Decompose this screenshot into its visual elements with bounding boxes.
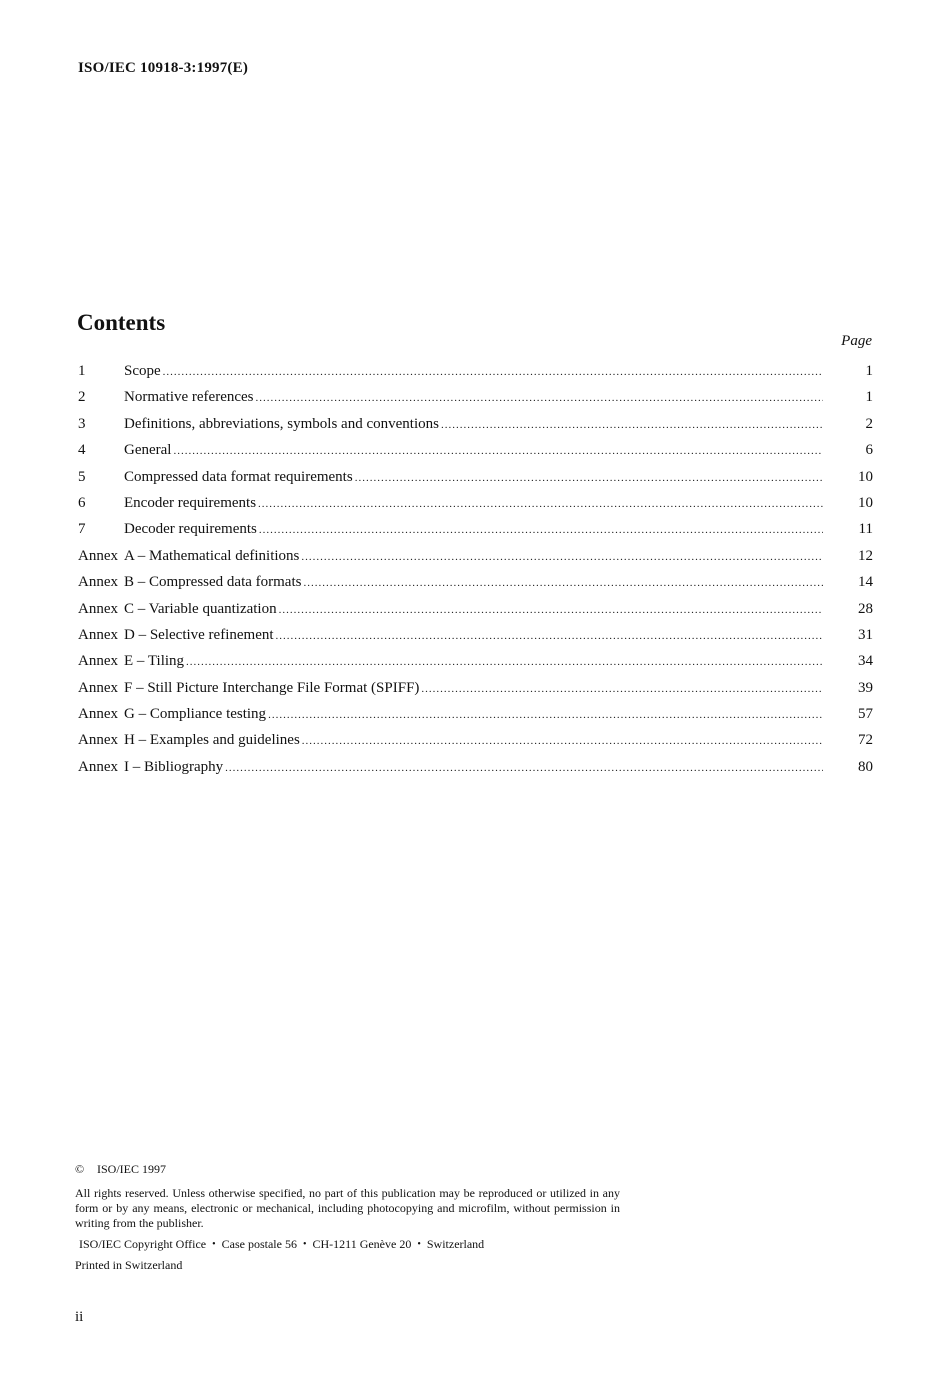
dot-leader	[302, 735, 823, 747]
contents-title: Contents	[77, 310, 166, 335]
dot-leader	[163, 366, 823, 378]
dot-leader	[186, 656, 823, 668]
toc-page-number: 6	[865, 442, 873, 459]
dot-leader	[441, 419, 823, 431]
toc-clause-number: 4	[78, 442, 86, 459]
dot-leader	[303, 577, 823, 589]
table-of-contents	[78, 363, 873, 785]
copyright-office-address	[79, 1237, 620, 1252]
toc-entry[interactable]	[78, 469, 873, 495]
toc-page-number: 10	[858, 494, 873, 511]
document-identifier: ISO/IEC 10918-3:1997(E)	[78, 60, 249, 76]
toc-page-number: 34	[858, 653, 873, 670]
dot-leader	[301, 551, 823, 563]
toc-entry-title: G – Compliance testing	[124, 706, 267, 723]
toc-entry[interactable]	[78, 363, 873, 389]
toc-entry[interactable]	[78, 495, 873, 521]
dot-leader	[421, 683, 823, 695]
toc-entry-title: I – Bibliography	[124, 758, 224, 775]
printed-in-statement: Printed in Switzerland	[75, 1258, 183, 1272]
toc-annex-prefix: Annex	[78, 626, 118, 643]
dot-leader	[268, 709, 823, 721]
toc-entry[interactable]	[78, 759, 873, 785]
toc-page-number: 2	[865, 415, 873, 432]
toc-page-number: 72	[858, 732, 873, 749]
toc-annex-prefix: Annex	[78, 653, 118, 670]
copyright-holder: ISO/IEC 1997	[97, 1162, 166, 1176]
dot-leader	[279, 604, 823, 616]
toc-entry-title: General	[124, 442, 172, 459]
toc-entry-title: A – Mathematical definitions	[124, 547, 300, 564]
office-name: ISO/IEC Copyright Office	[79, 1237, 207, 1251]
toc-page-number: 1	[865, 363, 873, 379]
toc-page-number: 1	[865, 389, 873, 406]
toc-entry-title: B – Compressed data formats	[124, 574, 302, 591]
toc-entry-title: C – Variable quantization	[124, 600, 277, 617]
rights-statement: All rights reserved. Unless otherwise specified, no part of this publication may be reproduced or utilized in any form or by any means, electronic or mechanical, including photocopying and microfilm, without permission in writing from the publisher.	[75, 1186, 620, 1230]
toc-entry-title: Decoder requirements	[124, 521, 257, 538]
dot-leader	[173, 445, 823, 457]
office-city: CH-1211 Genève 20	[312, 1237, 412, 1251]
toc-entry-title: Encoder requirements	[124, 494, 257, 511]
toc-entry-title: Scope	[124, 363, 161, 379]
copyright-block	[75, 1162, 620, 1273]
toc-page-number: 39	[858, 679, 873, 696]
toc-entry-title: F – Still Picture Interchange File Format (SPIFF)	[124, 679, 420, 696]
toc-entry[interactable]	[78, 732, 873, 758]
toc-entry[interactable]	[78, 389, 873, 415]
office-postal: Case postale 56	[221, 1237, 297, 1251]
dot-leader	[276, 630, 823, 642]
toc-entry-title: Definitions, abbreviations, symbols and conventions	[124, 415, 439, 432]
toc-entry[interactable]	[78, 627, 873, 653]
toc-clause-number: 1	[78, 363, 86, 379]
toc-entry-title: E – Tiling	[124, 653, 185, 670]
toc-entry-title: H – Examples and guidelines	[124, 732, 300, 749]
toc-annex-prefix: Annex	[78, 732, 118, 749]
office-country: Switzerland	[426, 1237, 485, 1251]
dot-leader	[259, 524, 823, 536]
toc-entry[interactable]	[78, 416, 873, 442]
page-number: ii	[75, 1309, 84, 1325]
toc-page-number: 10	[858, 468, 873, 485]
toc-entry[interactable]	[78, 548, 873, 574]
toc-entry[interactable]	[78, 574, 873, 600]
dot-leader	[256, 392, 823, 404]
dot-leader	[355, 472, 823, 484]
toc-clause-number: 2	[78, 389, 86, 406]
bullet-separator: •	[417, 1239, 421, 1250]
toc-clause-number: 6	[78, 494, 86, 511]
toc-annex-prefix: Annex	[78, 547, 118, 564]
toc-entry-title: Normative references	[124, 389, 254, 406]
toc-entry-title: Compressed data format requirements	[124, 468, 353, 485]
copyright-line	[75, 1162, 620, 1177]
toc-entry[interactable]	[78, 601, 873, 627]
toc-clause-number: 7	[78, 521, 86, 538]
bullet-separator: •	[212, 1239, 216, 1250]
toc-clause-number: 5	[78, 468, 86, 485]
toc-entry-title: D – Selective refinement	[124, 626, 274, 643]
dot-leader	[225, 762, 823, 774]
toc-annex-prefix: Annex	[78, 574, 118, 591]
toc-page-number: 14	[858, 574, 873, 591]
toc-entry[interactable]	[78, 680, 873, 706]
toc-page-number: 11	[858, 521, 873, 538]
toc-annex-prefix: Annex	[78, 600, 118, 617]
dot-leader	[258, 498, 823, 510]
toc-entry[interactable]	[78, 442, 873, 468]
toc-page-number: 28	[858, 600, 873, 617]
toc-page-number: 12	[858, 547, 873, 564]
toc-page-number: 31	[858, 626, 873, 643]
toc-page-number: 80	[858, 758, 873, 775]
toc-clause-number: 3	[78, 415, 86, 432]
toc-entry[interactable]	[78, 521, 873, 547]
toc-page-number: 57	[858, 706, 873, 723]
toc-annex-prefix: Annex	[78, 706, 118, 723]
toc-entry[interactable]	[78, 653, 873, 679]
toc-annex-prefix: Annex	[78, 758, 118, 775]
copyright-icon: ©	[75, 1162, 85, 1176]
bullet-separator: •	[302, 1239, 307, 1250]
toc-annex-prefix: Annex	[78, 679, 118, 696]
page-column-label: Page	[841, 333, 872, 349]
toc-entry[interactable]	[78, 706, 873, 732]
